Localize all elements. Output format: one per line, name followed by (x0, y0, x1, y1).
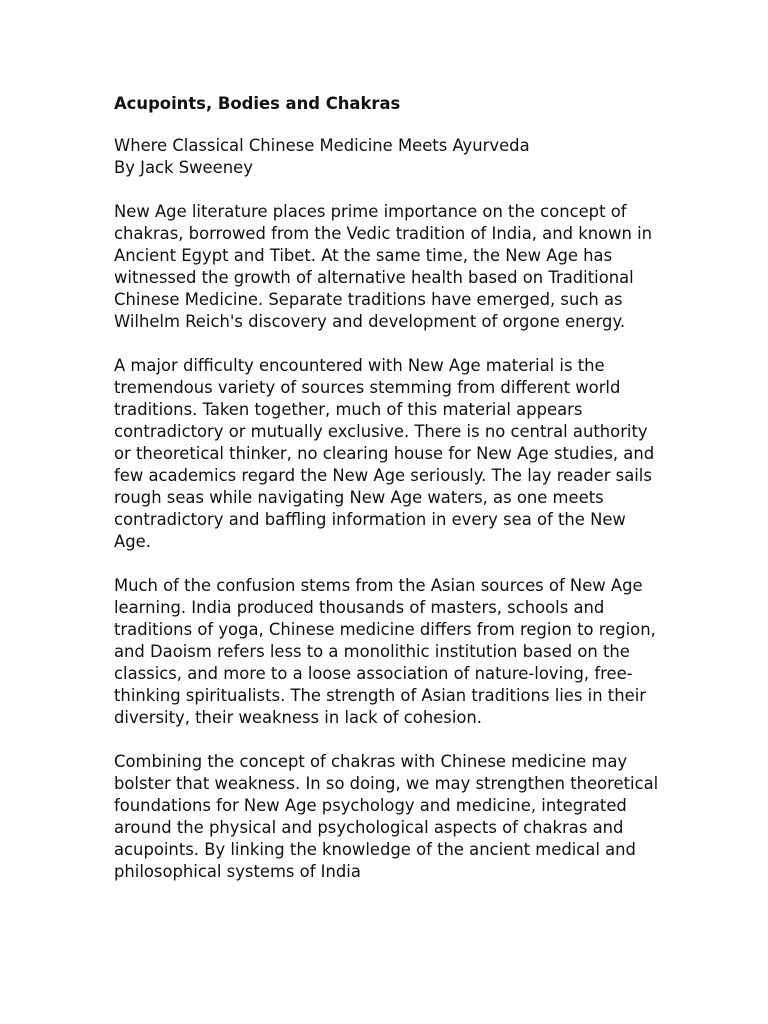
paragraph-4: Combining the concept of chakras with Chinese medicine may bolster that weakness. In so doing, we may strengthen theoretical foundations for New Age psychology and medicine, integrated around the physical and psychological aspects of chakras and acupoints. By linking the knowledge of the ancient medical and philosophical systems of India (114, 752, 659, 881)
document-title: Acupoints, Bodies and Chakras (114, 94, 401, 113)
document-subtitle: Where Classical Chinese Medicine Meets Ayurveda (114, 136, 530, 155)
paragraph-1: New Age literature places prime importance on the concept of chakras, borrowed from the Vedic tradition of India, and known in Ancient Egypt and Tibet. At the same time, the New Age has witnessed the growth of alternative health based on Traditional Chinese Medicine. Separate traditions have emerged, such as Wilhelm Reich's discovery and development of orgone energy. (114, 202, 653, 331)
document-body (114, 93, 660, 905)
paragraph-2: A major difficulty encountered with New Age material is the tremendous variety of sources stemming from different world traditions. Taken together, much of this material appears contradictory or mutually exclusive. There is no central authority or theoretical thinker, no clearing house for New Age studies, and few academics regard the New Age seriously. The lay reader sails rough seas while navigating New Age waters, as one meets contradictory and baffling information in every sea of the New Age. (114, 356, 655, 551)
paragraph-3: Much of the confusion stems from the Asian sources of New Age learning. India produced thousands of masters, schools and traditions of yoga, Chinese medicine differs from region to region, and Daoism refers less to a monolithic institution based on the classics, and more to a loose association of nature-loving, free-thinking spiritualists. The strength of Asian traditions lies in their diversity, their weakness in lack of cohesion. (114, 576, 656, 727)
document-byline: By Jack Sweeney (114, 158, 253, 177)
